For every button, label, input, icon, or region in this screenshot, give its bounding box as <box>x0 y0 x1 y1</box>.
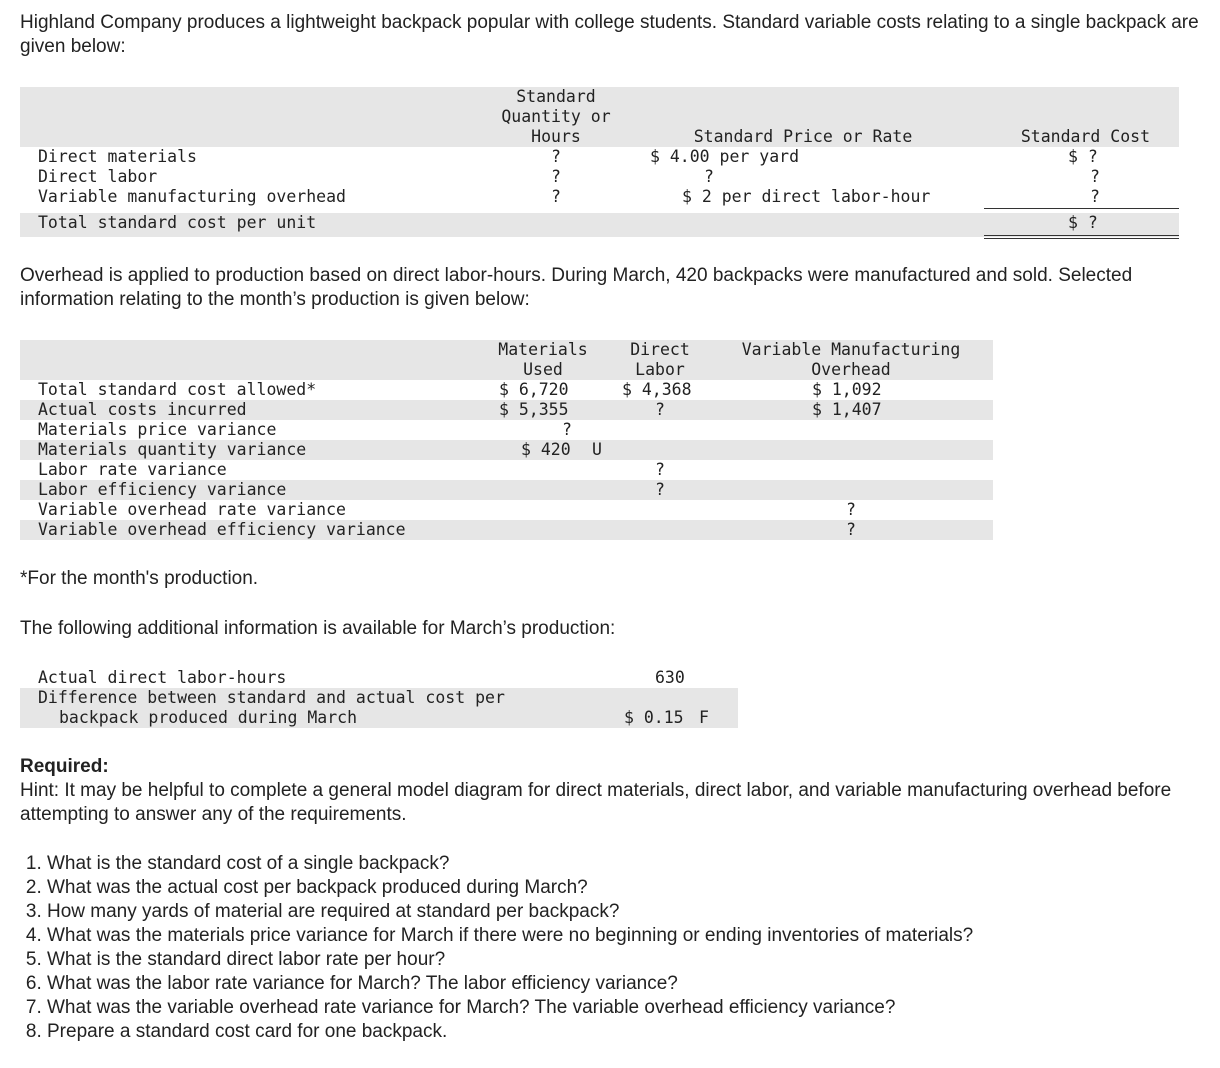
prod-row-label: Materials quantity variance <box>38 440 307 459</box>
hint-text: Hint: It may be helpful to complete a general model diagram for direct materials, direct labor, and variable manufacturing overhead before attempting to answer any of the requirements. <box>20 780 1172 825</box>
prod-row-label: Labor efficiency variance <box>38 480 287 499</box>
header-cost: Standard Cost <box>1020 127 1150 146</box>
header-labor-line2: Labor <box>635 360 685 379</box>
materials-cell: $ 6,720 <box>499 380 569 399</box>
std-row-price: ? <box>704 167 714 186</box>
header-qty-line2: Quantity or <box>501 107 611 126</box>
favorable-flag: F <box>699 708 709 727</box>
std-row-cost: ? <box>1090 187 1100 206</box>
prod-row-label: Actual costs incurred <box>38 400 247 419</box>
question-item: 2. What was the actual cost per backpack produced during March? <box>47 876 1220 900</box>
header-overhead-line1: Variable Manufacturing <box>741 340 961 359</box>
prod-row-label: Materials price variance <box>38 420 277 439</box>
subtotal-rule <box>984 208 1179 209</box>
question-item: 5. What is the standard direct labor rate per hour? <box>47 948 1220 972</box>
std-total-cost: $ ? <box>1068 213 1098 232</box>
header-materials-line2: Used <box>523 360 563 379</box>
labor-cell: ? <box>655 480 665 499</box>
double-rule-bottom <box>984 238 1179 239</box>
intro-text: Highland Company produces a lightweight backpack popular with college students. Standard variable costs relating to a single backpack are given below: <box>20 12 1199 57</box>
materials-cell: $ 5,355 <box>499 400 569 419</box>
std-row-label: Variable manufacturing overhead <box>38 187 346 206</box>
std-row-label: Direct labor <box>38 167 158 186</box>
question-item: 8. Prepare a standard cost card for one backpack. <box>47 1020 1220 1044</box>
std-row-cost: $ ? <box>1068 147 1098 166</box>
question-item: 6. What was the labor rate variance for March? The labor efficiency variance? <box>47 972 1220 996</box>
header-materials-line1: Materials <box>498 340 588 359</box>
std-row-qty: ? <box>551 167 561 186</box>
labor-cell: $ 4,368 <box>622 380 692 399</box>
additional-intro: The following additional information is available for March’s production: <box>20 618 616 639</box>
header-qty-line3: Hours <box>531 127 581 146</box>
overhead-cell: ? <box>846 520 856 539</box>
std-row-price: $ 2 per direct labor-hour <box>682 187 931 206</box>
required-title: Required: <box>20 756 109 777</box>
overhead-cell: $ 1,407 <box>812 400 882 419</box>
labor-cell: ? <box>655 460 665 479</box>
std-row-qty: ? <box>551 187 561 206</box>
std-row-label: Direct materials <box>38 147 197 166</box>
overhead-cell: $ 1,092 <box>812 380 882 399</box>
std-row-qty: ? <box>551 147 561 166</box>
question-item: 4. What was the materials price variance for March if there were no beginning or ending inventories of materials? <box>47 924 1220 948</box>
prod-row-label: Variable overhead efficiency variance <box>38 520 406 539</box>
questions-list <box>20 852 1220 1044</box>
header-price: Standard Price or Rate <box>693 127 913 146</box>
std-total-label: Total standard cost per unit <box>38 213 317 232</box>
labor-cell: ? <box>655 400 665 419</box>
question-item: 3. How many yards of material are required at standard per backpack? <box>47 900 1220 924</box>
footnote: *For the month's production. <box>20 568 259 589</box>
materials-cell: $ 420 <box>521 440 571 459</box>
prod-row-label: Total standard cost allowed* <box>38 380 317 399</box>
double-rule-top <box>984 235 1179 236</box>
question-item: 1. What is the standard cost of a single backpack? <box>47 852 1220 876</box>
hours-label: Actual direct labor-hours <box>38 668 287 687</box>
std-row-cost: ? <box>1090 167 1100 186</box>
unfavorable-flag: U <box>592 440 602 459</box>
diff-label-line1: Difference between standard and actual cost per <box>38 688 505 707</box>
header-overhead-line2: Overhead <box>811 360 891 379</box>
question-item: 7. What was the variable overhead rate variance for March? The variable overhead efficiency variance? <box>47 996 1220 1020</box>
prod-row-label: Variable overhead rate variance <box>38 500 346 519</box>
header-labor-line1: Direct <box>630 340 690 359</box>
hours-value: 630 <box>655 668 685 687</box>
std-row-price: $ 4.00 per yard <box>650 147 800 166</box>
materials-cell: ? <box>562 420 572 439</box>
overhead-cell: ? <box>846 500 856 519</box>
diff-value: $ 0.15 <box>624 708 684 727</box>
header-qty-line1: Standard <box>516 87 596 106</box>
diff-label-line2: backpack produced during March <box>59 708 358 727</box>
prod-row-label: Labor rate variance <box>38 460 227 479</box>
overhead-text: Overhead is applied to production based on direct labor-hours. During March, 420 backpacks were manufactured and sold. Selected information relating to the month’s production is given below: <box>20 265 1133 310</box>
